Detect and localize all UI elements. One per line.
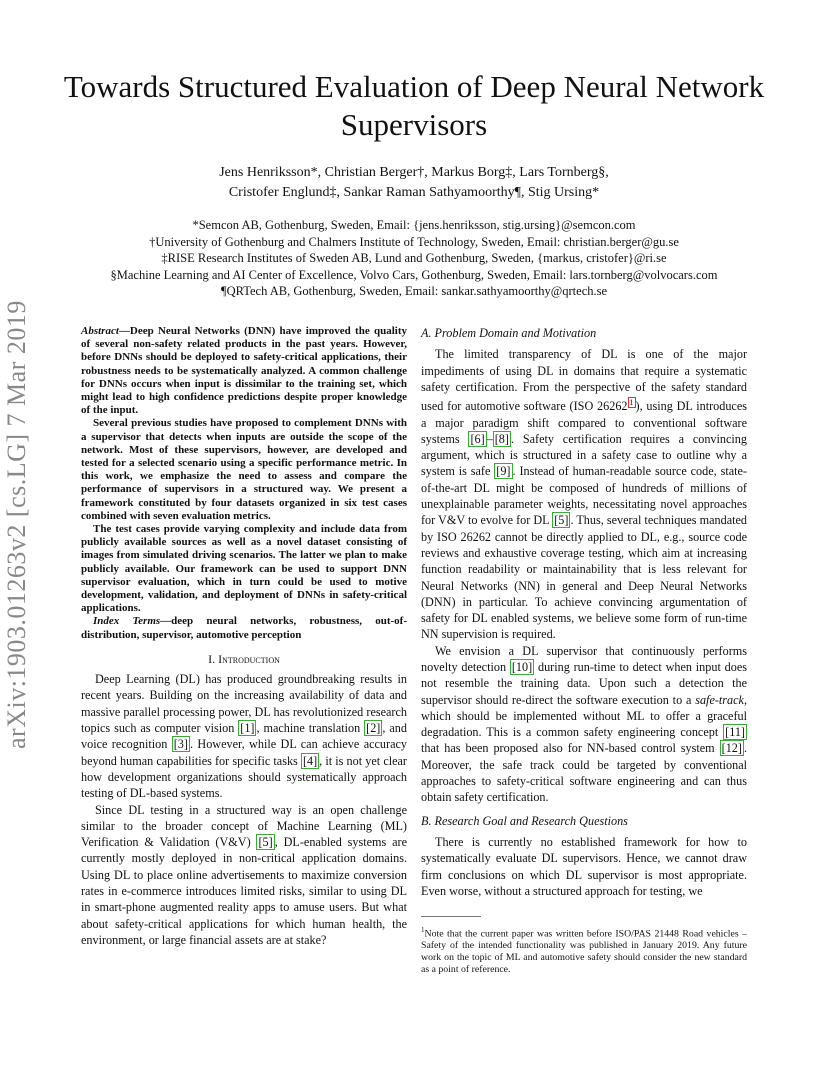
- citation-link[interactable]: [5]: [258, 835, 273, 850]
- subsection-heading: B. Research Goal and Research Questions: [421, 813, 628, 828]
- intro-p2: Since DL testing in a structured way is an open challenge similar to the broader concept of Machine Learning (ML) Verification & Validation (V&V) [5] , DL-enabled systems are currently mostly deployed in non-critical application domains. Using DL to place online advertisements to maximize conversion rates in e-commerce introduces limited risks, similar to using DL in smart-phone augmented reality apps to amuse users. But what about safety-critical applications for which human health, the environment, or large financial assets are at stake?: [81, 802, 407, 947]
- footnote: $^1$Note that the current paper was written before ISO/PAS 21448 Road vehicles – Safety of the intended functionality was published in January 2019. Any future work on the topic of ML and automotive safety should consider the new standard as a point of reference.: [421, 926, 747, 976]
- citation-link[interactable]: [9]: [496, 464, 511, 479]
- affiliation: §Machine Learning and AI Center of Excellence, Volvo Cars, Gothenburg, Sweden, Email: lars.tornberg@volvocars.com: [110, 267, 718, 282]
- authors-line-1: Jens Henriksson*, Christian Berger†, Markus Borg‡, Lars Tornberg§,: [219, 165, 609, 180]
- citation-link[interactable]: [10]: [511, 660, 533, 674]
- footnote-rule: [421, 916, 481, 917]
- abstract-label: Abstract: [81, 325, 119, 337]
- footnote-link[interactable]: 1: [629, 398, 634, 408]
- sec-a-p1: The limited transparency of DL is one of the major impediments of using DL in domains that require a systematic safety certification. From the perspective of the safety standard used for automotive software (ISO 26262 $^1$ ), using DL introduces a major paradigm shift compared to conventional software systems [6] – [8] . Safety certification requires a convincing argument, which is structured in a safety case to outline why a system is safe [9] . Instead of human-readable source code, state-of-the-art DL might be composed of hundreds of millions of unexplainable parameter weights, necessitating novel approaches for V&V to evolve for DL [5] . Thus, several techniques mandated by ISO 26262 cannot be directly applied to DL, e.g., source code reviews and exhaustive coverage testing, which aim at increasing function readability or maintainability that is less relevant for Neural Networks (NN) in general and Deep Neural Networks (DNN) in particular. To achieve convincing argumentation of safety for DL enabled systems, we believe some form of run-time NN supervision is required.: [421, 347, 747, 642]
- citation-link[interactable]: [6]: [470, 431, 485, 446]
- authors: [120, 163, 708, 203]
- affiliation: *Semcon AB, Gothenburg, Sweden, Email: {jens.henriksson, stig.ursing}@semcon.com: [192, 218, 636, 232]
- index-terms: Index Terms—deep neural networks, robustness, out-of-distribution, supervisor, automotive perception: [81, 615, 407, 641]
- left-column: [81, 325, 407, 948]
- right-column: [421, 325, 747, 899]
- intro-p1: Deep Learning (DL) has produced groundbreaking results in recent years. Building on the increasing availability of data and massive parallel processing power, DL has revolutionized research topics such as computer vision [1] , machine translation [2] , and voice recognition [3] . However, while DL can achieve accuracy beyond human capabilities for specific tasks [4] , it is not yet clear how development organizations should systematically approach testing of DL-based systems.: [81, 672, 407, 801]
- footnote-mark: 1: [421, 926, 425, 934]
- sec-b-p1: There is currently no established framework for how to systematically evaluate DL supervisors. Hence, we cannot draw firm conclusions on which DL supervisor is most appropriate. Even worse, without a structured approach for testing, we: [421, 834, 747, 898]
- citation-link[interactable]: [4]: [302, 753, 318, 768]
- paper-title: Towards Structured Evaluation of Deep Neural Network Supervisors: [63, 69, 765, 142]
- sec-a-p2: We envision a DL supervisor that continuously performs novelty detection [10] during run-time to detect when input does not resemble the training data. Upon such a detection the supervisor should re-direct the software execution to a safe-track, which should be implemented without ML to offer a graceful degradation. This is a common safety engineering concept [11] that has been proposed also for NN-based control system [12] . Moreover, the safe track could be targeted by conventional approaches to safety-critical software engineering and can thus obtain safety certification.: [421, 643, 747, 805]
- citation-link[interactable]: [1]: [240, 721, 255, 736]
- affiliation: †University of Gothenburg and Chalmers Institute of Technology, Sweden, Email: christian.berger@gu.se: [149, 234, 679, 249]
- citation-link[interactable]: [5]: [554, 513, 569, 528]
- index-terms-label: Index Terms: [93, 615, 161, 628]
- affiliation: ¶QRTech AB, Gothenburg, Sweden, Email: sankar.sathyamoorthy@qrtech.se: [220, 284, 608, 298]
- affiliations: [40, 217, 788, 300]
- citation-link[interactable]: [3]: [173, 737, 188, 752]
- section-heading: I. Introduction: [208, 651, 280, 666]
- abstract-p1: Abstract—Deep Neural Networks (DNN) have improved the quality of several non-safety related products in the past years. However, before DNNs should be deployed to safety-critical applications, their robustness needs to be systematically analyzed. A common challenge for DNNs occurs when input is dissimilar to the training set, which might lead to high confidence predictions despite proper knowledge of the input.: [81, 325, 407, 417]
- affiliation: ‡RISE Research Institutes of Sweden AB, Lund and Gothenburg, Sweden, {markus, cristofer}@ri.se: [161, 251, 667, 265]
- citation-link[interactable]: [2]: [366, 721, 381, 736]
- arxiv-stamp: arXiv:1903.01263v2 [cs.LG] 7 Mar 2019: [2, 300, 31, 750]
- abstract: [81, 325, 407, 642]
- citation-link[interactable]: [8]: [494, 431, 509, 446]
- abstract-p2: Several previous studies have proposed to complement DNNs with a supervisor that detects when inputs are outside the scope of the network. Most of these supervisors, however, are developed and tested for a selected scenario using a specific performance metric. In this work, we emphasize the need to assess and compare the performance of supervisors in a structured way. We present a framework constituted by four datasets organized in six test cases combined with seven evaluation metrics.: [81, 417, 407, 522]
- authors-line-2: Cristofer Englund‡, Sankar Raman Sathyamoorthy¶, Stig Ursing*: [228, 185, 600, 200]
- citation-link[interactable]: [12]: [721, 741, 742, 756]
- citation-link[interactable]: [11]: [725, 725, 745, 740]
- subsection-heading: A. Problem Domain and Motivation: [421, 326, 597, 340]
- introduction: [81, 651, 407, 948]
- abstract-p3: The test cases provide varying complexity and include data from publicly available sources as well as a novel dataset consisting of images from simulated driving scenarios. The latter we plan to make publicly available. Our framework can be used to support DNN supervisor evaluation, which in turn could be used to motive development, validation, and deployment of DNNs in safety-critical applications.: [81, 523, 407, 615]
